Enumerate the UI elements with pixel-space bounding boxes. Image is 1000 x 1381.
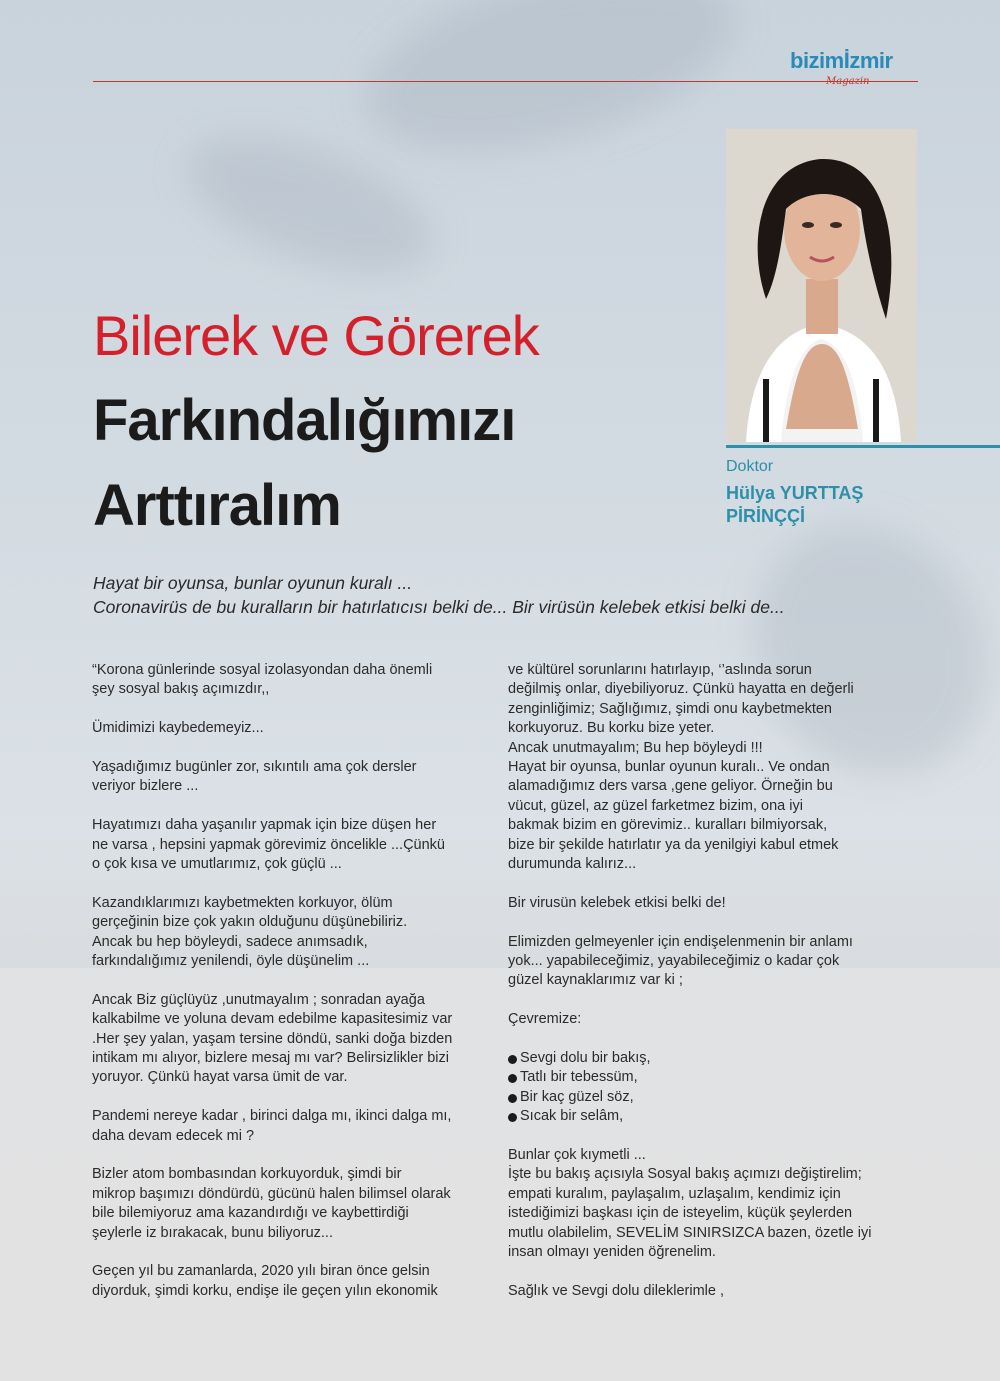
bullet-item: Sevgi dolu bir bakış,: [508, 1049, 908, 1068]
magazine-logo: [790, 48, 920, 92]
lead-quote: [93, 571, 953, 619]
paragraph: Pandemi nereye kadar , birinci dalga mı, ikinci dalga mı, daha devam edecek mi ?: [92, 1108, 452, 1144]
author-role: Doktor: [726, 458, 774, 475]
author-name: Hülya YURTTAŞ PİRİNÇÇİ: [726, 483, 864, 526]
headline-line-2: Farkındalığımızı: [93, 388, 516, 453]
paragraph: Elimizden gelmeyenler için endişelenmenin bir anlamı yok... yapabileceğimiz, yayabileceğimiz o kadar çok güzel kaynaklarımız var ki ;: [508, 933, 853, 989]
paragraph: Yaşadığımız bugünler zor, sıkıntılı ama çok dersler veriyor bizlere ...: [92, 759, 417, 795]
bullet-item: Sıcak bir selâm,: [508, 1107, 908, 1126]
bullet-list: [508, 1049, 908, 1127]
paragraph: Bizler atom bombasından korkuyorduk, şimdi bir mikrop başımızı döndürdü, gücünü halen bilimsel olarak bile bilemiyoruz ama kazandırdığı ve kaybettirdiği şeylerle iz bırakacak, bunu biliyoruz...: [92, 1166, 451, 1241]
article-column-left: [92, 661, 492, 1321]
article-column-right: [508, 661, 908, 1321]
paragraph: ve kültürel sorunlarını hatırlayıp, ‘’aslında sorun değilmiş onlar, diyebiliyoruz. Çünkü hayatta en değerli zenginliğimiz; Sağlığımız, şimdi onu kaybetmekten korkuyoruz. Bu korku bize yeter. Ancak unutmayalım; Bu hep böyleydi !!! Hayat bir oyunsa, bunlar oyunun kuralı.. Ve ondan alamadığımız ders varsa ,gene geliyor. Örneğin bu vücut, güzel, az güzel farketmez bizim, ona iyi bakmak bizim en görevimiz.. kuralları bilmiyorsak, bize bir şekilde hatırlatır ya da yenilgiyi kabul etmek durumunda kalırız...: [508, 662, 854, 873]
paragraph: “Korona günlerinde sosyal izolasyondan daha önemli şey sosyal bakış açımızdır,,: [92, 662, 433, 698]
headline-line-1: Bilerek ve Görerek: [93, 304, 539, 367]
paragraph: Ümidimizi kaybedemeyiz...: [92, 720, 264, 737]
author-photo: [726, 129, 917, 442]
paragraph: Ancak Biz güçlüyüz ,unutmayalım ; sonradan ayağa kalkabilme ve yoluna devam edebilme kapasitesimiz var .Her şey yalan, yaşam tersine döndü, sanki doğa bizden intikam mı alıyor, bizlere mesaj mı var? Belirsizlikler bizi yoruyor. Çünkü hayat varsa ümit de var.: [92, 991, 453, 1086]
lead-line-1: Hayat bir oyunsa, bunlar oyunun kuralı ...: [93, 573, 413, 593]
paragraph: Kazandıklarımızı kaybetmekten korkuyor, ölüm gerçeğinin bize çok yakın olduğunu düşünebiliriz. Ancak bu hep böyleydi, sadece anımsadık, farkındalığımız yenilendi, öyle düşünelim ...: [92, 894, 408, 970]
photo-accent-line: [726, 445, 1000, 448]
paragraph: Çevremize:: [508, 1011, 582, 1028]
logo-sub: Magazin: [826, 76, 870, 87]
author-block: [726, 458, 986, 528]
closing-line: Sağlık ve Sevgi dolu dileklerimle ,: [508, 1282, 724, 1299]
paragraph: Geçen yıl bu zamanlarda, 2020 yılı biran önce gelsin diyorduk, şimdi korku, endişe ile geçen yılın ekonomik: [92, 1263, 438, 1299]
portrait-illustration: [726, 129, 917, 442]
paragraph: Hayatımızı daha yaşanılır yapmak için bize düşen her ne varsa , hepsini yapmak görevimiz öncelikle ...Çünkü o çok kısa ve umutlarımız, çok güçlü ...: [92, 817, 445, 873]
lead-line-2: Coronavirüs de bu kuralların bir hatırlatıcısı belki de... Bir virüsün kelebek etkisi belki de...: [93, 597, 785, 617]
paragraph: Bunlar çok kıymetli ... İşte bu bakış açısıyla Sosyal bakış açımızı değiştirelim; empati kuralım, paylaşalım, uzlaşalım, kendimiz için istediğimizi başkası için de isteyelim, küçük şeylerden mutlu olabilelim, SEVELİM SINIRSIZCA bazen, özetle iyi insan olmayı yeniden öğrenelim.: [508, 1147, 872, 1261]
headline-line-3: Arttıralım: [93, 473, 341, 538]
logo-main: bizimİzmir: [790, 48, 893, 73]
bullet-item: Tatlı bir tebessüm,: [508, 1068, 908, 1087]
bullet-item: Bir kaç güzel söz,: [508, 1088, 908, 1107]
leaf-shadow: [346, 0, 754, 186]
paragraph: Bir virusün kelebek etkisi belki de!: [508, 894, 726, 911]
